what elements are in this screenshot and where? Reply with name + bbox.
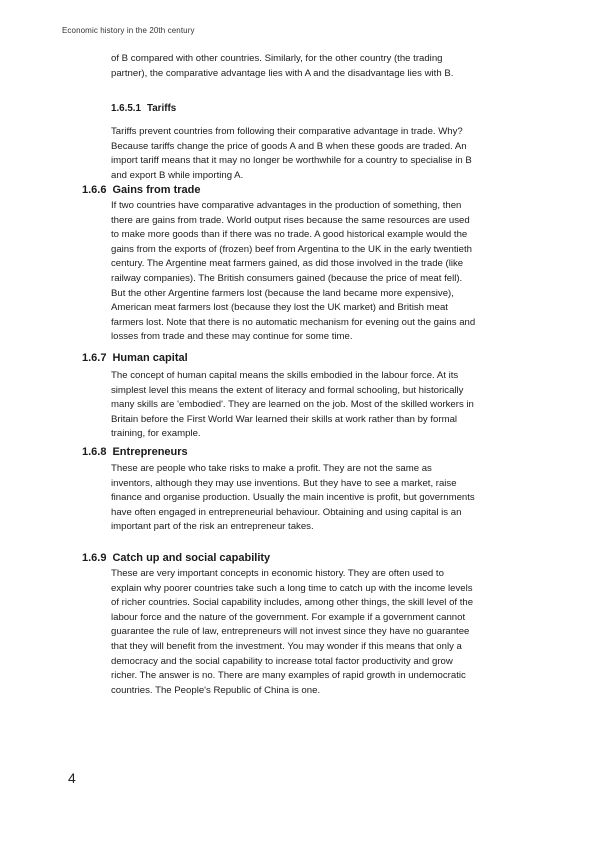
section-heading-entrepreneurs xyxy=(82,446,188,458)
gains-from-trade-paragraph xyxy=(111,199,476,345)
intro-paragraph xyxy=(111,52,476,81)
gains-from-trade-text: If two countries have comparative advantages in the production of something, then there are gains from trade. World output rises because the same resources are used to make more goods than if there was no trade. A good historical example would the gains from the exports of (frozen) beef from Argentina to the UK in the early twentieth century. The Argentine meat farmers gained, as did those involved in the trade (like railway companies). The British consumers gained (because the price of meat fell). But the other Argentine farmers lost (because the land became more expensive), American meat farmers lost (because they lost the UK market) and British meat farmers lost. Note that there is no automatic mechanism for evening out the gains and losses from trade and these may continue for some time. xyxy=(111,200,476,343)
section-number: 1.6.9 xyxy=(82,552,107,564)
subsection-number: 1.6.5.1 xyxy=(111,103,141,114)
subsection-heading-tariffs xyxy=(111,103,176,114)
section-title: Entrepreneurs xyxy=(112,446,188,458)
section-heading-human-capital xyxy=(82,352,188,364)
catch-up-paragraph xyxy=(111,567,476,698)
section-title: Gains from trade xyxy=(112,184,201,196)
page-number: 4 xyxy=(68,770,76,786)
running-header: Economic history in the 20th century xyxy=(62,26,195,35)
section-number: 1.6.8 xyxy=(82,446,107,458)
entrepreneurs-paragraph xyxy=(111,462,476,535)
section-heading-gains-from-trade xyxy=(82,184,201,196)
section-title: Catch up and social capability xyxy=(112,552,271,564)
human-capital-text: The concept of human capital means the skills embodied in the labour force. At its simplest level this means the extent of literacy and formal schooling, but historically many skills are 'embodied'. They are learned on the job. Most of the skilled workers in Britain before the First World War learned their skills at work rather than by formal training, for example. xyxy=(111,370,474,440)
tariffs-paragraph xyxy=(111,125,476,183)
human-capital-paragraph xyxy=(111,369,476,442)
section-number: 1.6.7 xyxy=(82,352,107,364)
entrepreneurs-text: These are people who take risks to make a profit. They are not the same as inventors, although they may use inventions. But they have to see a market, raise finance and organise production. Usually the main incentive is profit, but governments have often engaged in entrepreneurial behaviour. Obtaining and using capital is an important part of the risk an entrepreneur takes. xyxy=(111,463,475,533)
section-heading-catch-up xyxy=(82,552,270,564)
section-number: 1.6.6 xyxy=(82,184,107,196)
tariffs-text: Tariffs prevent countries from following their comparative advantage in trade. Why? Because tariffs change the price of goods A and B when these goods are traded. An import tariff means that it may no longer be worthwhile for a country to specialise in B and export B while importing A. xyxy=(111,126,472,181)
intro-text: of B compared with other countries. Similarly, for the other country (the trading partner), the comparative advantage lies with A and the disadvantage lies with B. xyxy=(111,53,454,79)
catch-up-text: These are very important concepts in economic history. They are often used to explain why poorer countries take such a long time to catch up with the income levels of richer countries. Social capability includes, among other things, the skill level of the labour force and the nature of the government. For example if a government cannot guarantee the rule of law, entrepreneurs will not invest since they have no guarantee that they will benefit from the investment. You may wonder if this means that only a democracy and the social capability to increase total factor productivity and grow richer. The answer is no. There are many examples of rapid growth in undemocratic countries. The People's Republic of China is one. xyxy=(111,568,474,696)
section-title: Human capital xyxy=(112,352,188,364)
subsection-title: Tariffs xyxy=(146,103,177,114)
